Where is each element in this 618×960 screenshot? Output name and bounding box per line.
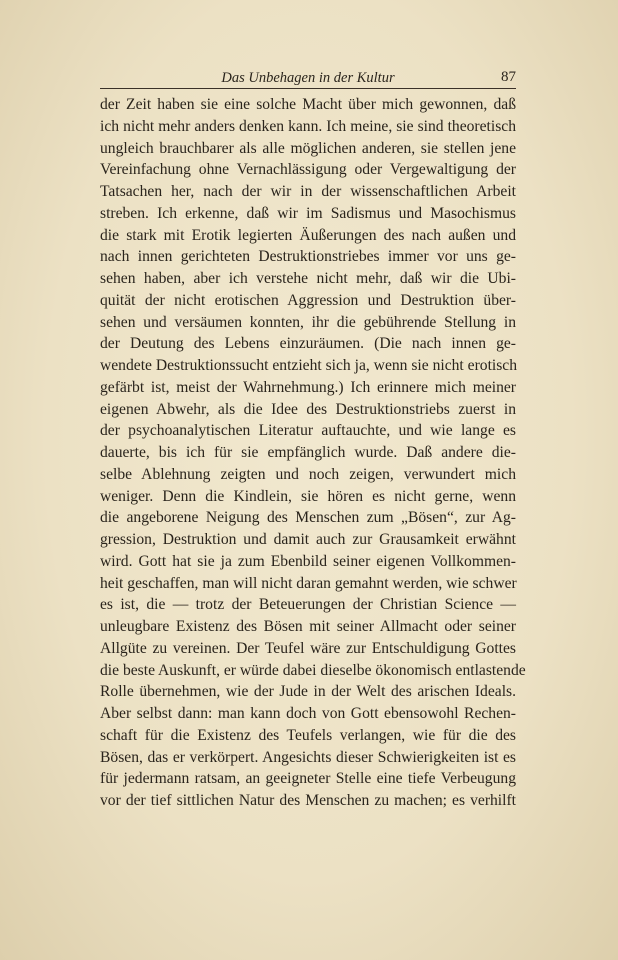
- text-line: Vereinfachung ohne Vernachlässigung oder Vergewaltigung der: [100, 161, 516, 179]
- body-text: [100, 94, 526, 812]
- text-line: der Deutung des Lebens einzuräumen. (Die nach innen ge-: [100, 335, 516, 353]
- running-header: [100, 68, 516, 89]
- text-line: der Zeit haben sie eine solche Macht über mich gewonnen, daß: [100, 96, 516, 113]
- text-line: ungleich brauchbarer als alle möglichen anderen, sie stellen jene: [100, 139, 516, 157]
- text-line: vor der tief sittlichen Natur des Menschen zu machen; es verhilft: [100, 792, 516, 809]
- text-line: Allgüte zu vereinen. Der Teufel wäre zur Entschuldigung Gottes: [100, 639, 516, 657]
- text-line: heit geschaffen, man will nicht daran gemahnt werden, wie schwer: [100, 574, 517, 592]
- text-line: der psychoanalytischen Literatur auftauchte, und wie lange es: [100, 422, 516, 440]
- text-line: Tatsachen her, nach der wir in der wissenschaftlichen Arbeit: [100, 183, 516, 200]
- page-number: 87: [501, 69, 516, 85]
- text-line: weniger. Denn die Kindlein, sie hören es nicht gerne, wenn: [100, 487, 516, 505]
- running-title: Das Unbehagen in der Kultur: [221, 70, 395, 86]
- text-line: gression, Destruktion und damit auch zur Grausamkeit erwähnt: [100, 531, 516, 548]
- text-line: dauerte, bis ich für sie empfänglich wurde. Daß andere die-: [100, 444, 516, 461]
- text-line: für jedermann ratsam, an geeigneter Stelle eine tiefe Verbeugung: [100, 770, 516, 788]
- text-line: Aber selbst dann: man kann doch von Gott ebensowohl Rechen-: [100, 705, 516, 722]
- text-line: Rolle übernehmen, wie der Jude in der Welt des arischen Ideals.: [100, 683, 516, 701]
- text-line: unleugbare Existenz des Bösen mit seiner Allmacht oder seiner: [100, 618, 516, 635]
- text-line: quität der nicht erotischen Aggression und Destruktion über-: [100, 291, 516, 309]
- text-line: streben. Ich erkenne, daß wir im Sadismus und Masochismus: [100, 204, 516, 222]
- text-line: nach innen gerichteten Destruktionstriebes immer vor uns ge-: [100, 248, 516, 266]
- text-line: eigenen Abwehr, als die Idee des Destruktionstriebs zuerst in: [100, 400, 516, 418]
- text-line: die beste Auskunft, er würde dabei dieselbe ökonomisch entlastende: [100, 661, 526, 679]
- text-line: wird. Gott hat sie ja zum Ebenbild seiner eigenen Vollkommen-: [100, 552, 516, 570]
- text-line: Bösen, das er verkörpert. Angesichts dieser Schwierigkeiten ist es: [100, 748, 516, 766]
- text-line: es ist, die — trotz der Beteuerungen der Christian Science —: [100, 596, 516, 614]
- text-line: selbe Ablehnung zeigten und noch zeigen, verwundert mich: [100, 465, 516, 483]
- text-line: sehen haben, aber ich verstehe nicht mehr, daß wir die Ubi-: [100, 270, 516, 287]
- text-line: wendete Destruktionssucht entzieht sich ja, wenn sie nicht erotisch: [100, 357, 518, 374]
- text-line: gefärbt ist, meist der Wahrnehmung.) Ich erinnere mich meiner: [100, 378, 516, 396]
- text-line: die angeborene Neigung des Menschen zum „Bösen“, zur Ag-: [100, 509, 516, 527]
- text-line: schaft für die Existenz des Teufels verlangen, wie für die des: [100, 726, 516, 744]
- text-line: die stark mit Erotik legierten Äußerungen des nach außen und: [100, 226, 516, 244]
- text-line: sehen und versäumen konnten, ihr die gebührende Stellung in: [100, 313, 516, 331]
- text-line: ich nicht mehr anders denken kann. Ich meine, sie sind theoretisch: [100, 117, 516, 135]
